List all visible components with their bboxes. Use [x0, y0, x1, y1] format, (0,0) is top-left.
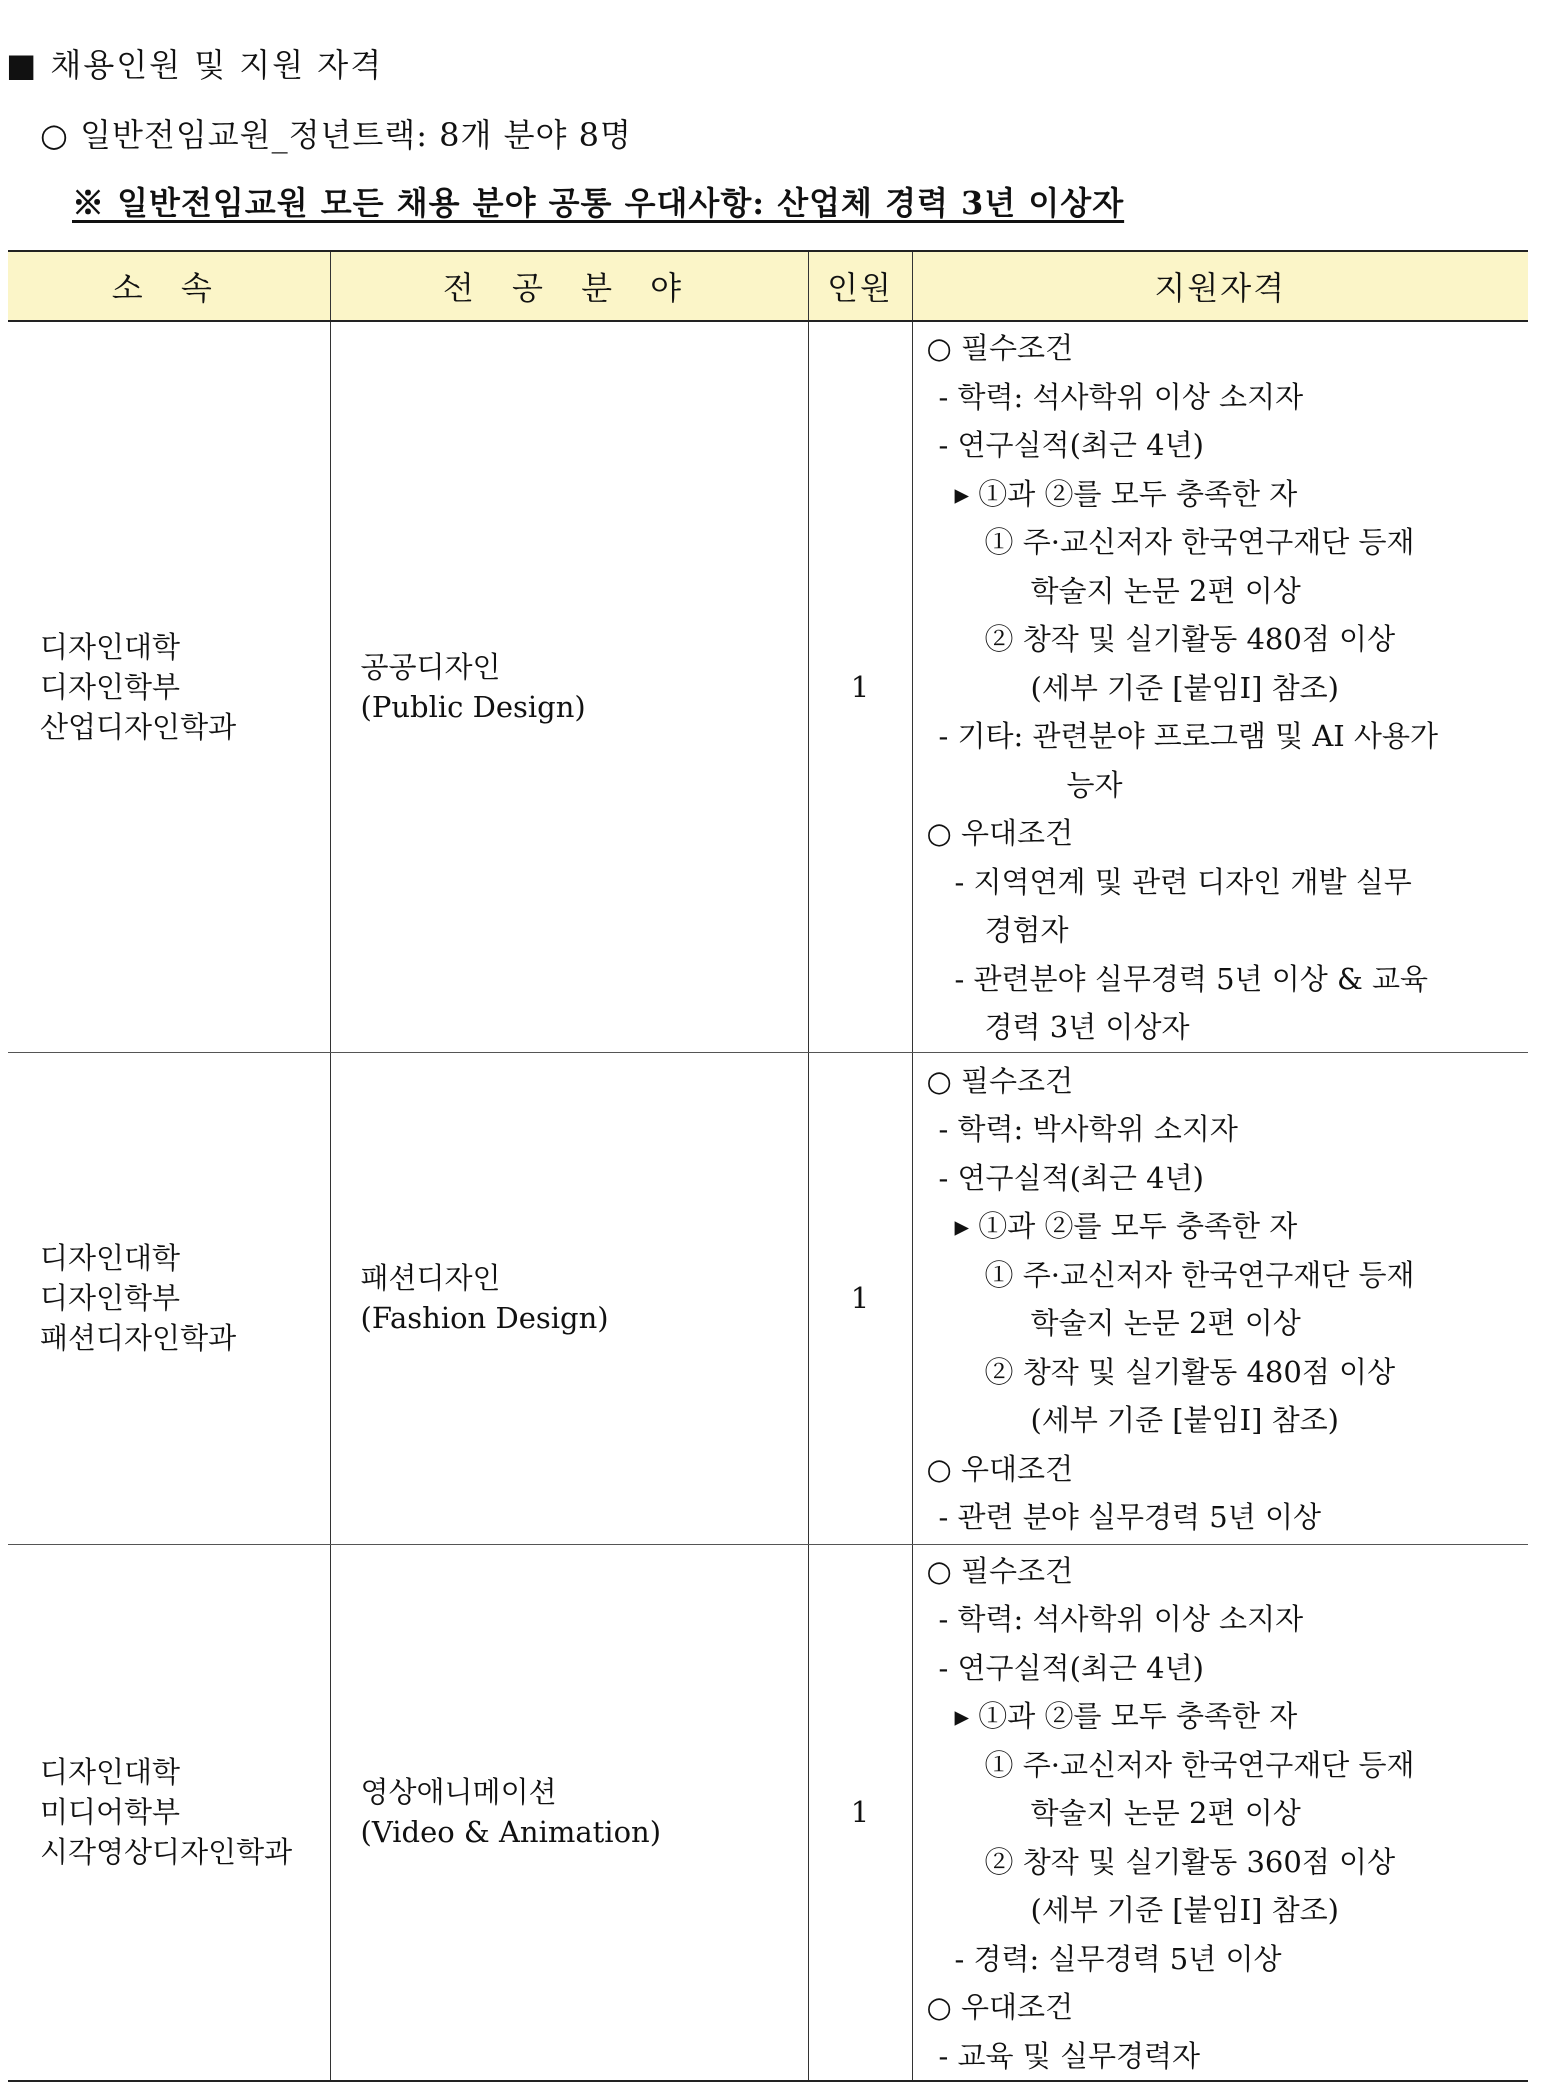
qualification-line: ① 주·교신저자 한국연구재단 등재 [984, 1747, 1415, 1782]
qualification-line: - 교육 및 실무경력자 [938, 2038, 1201, 2073]
affiliation-line: 디자인학부 [40, 1281, 181, 1315]
major-line: (Fashion Design) [360, 1301, 609, 1335]
qualification-line: - 연구실적(최근 4년) [938, 1160, 1204, 1195]
qualification-line: (세부 기준 [붙임Ⅰ] 참조) [1030, 670, 1339, 705]
qualifications-cell [912, 321, 1528, 1052]
qualification-line: 경력 3년 이상자 [984, 1010, 1190, 1044]
qualification-line: ○ 필수조건 [926, 1063, 1074, 1098]
qualification-line: 능자 [1066, 767, 1123, 802]
affiliation-cell [8, 321, 330, 1052]
table-row [8, 321, 1528, 1052]
qualification-line: ① 주·교신저자 한국연구재단 등재 [984, 1257, 1415, 1292]
major-cell [330, 321, 808, 1052]
qualification-line: - 경력: 실무경력 5년 이상 [954, 1941, 1282, 1976]
qualification-line: (세부 기준 [붙임Ⅰ] 참조) [1030, 1403, 1339, 1437]
headcount-cell: 1 [808, 1544, 912, 2081]
affiliation-line: 패션디자인학과 [40, 1321, 237, 1355]
qualification-line: 학술지 논문 2편 이상 [1030, 1796, 1301, 1830]
major-line: 패션디자인 [360, 1261, 501, 1295]
qualification-line: ○ 우대조건 [926, 816, 1074, 850]
qualification-line: ○ 필수조건 [926, 331, 1074, 365]
table-header-row [8, 251, 1528, 321]
qualification-line: ▸ ①과 ②를 모두 충족한 자 [954, 1699, 1298, 1733]
qualification-line: ① 주·교신저자 한국연구재단 등재 [984, 525, 1415, 559]
qualification-line: ② 창작 및 실기활동 480점 이상 [984, 1354, 1396, 1389]
qualification-line: - 지역연계 및 관련 디자인 개발 실무 [954, 864, 1412, 899]
major-line: 공공디자인 [360, 649, 501, 684]
column-header-headcount: 인원 [808, 251, 912, 321]
qualification-line: - 연구실적(최근 4년) [938, 428, 1204, 462]
qualification-line: - 연구실적(최근 4년) [938, 1650, 1204, 1685]
qualification-line: - 학력: 석사학위 이상 소지자 [938, 379, 1304, 414]
qualification-line: 경험자 [984, 913, 1069, 947]
qualification-line: - 학력: 석사학위 이상 소지자 [938, 1602, 1304, 1636]
qualification-line: - 관련분야 실무경력 5년 이상 & 교육 [954, 961, 1429, 996]
qualification-line: ○ 우대조건 [926, 1990, 1074, 2024]
qualification-line: ▸ ①과 ②를 모두 충족한 자 [954, 476, 1298, 511]
qualification-line: ② 창작 및 실기활동 480점 이상 [984, 622, 1396, 656]
affiliation-cell [8, 1544, 330, 2081]
qualification-line: - 학력: 박사학위 소지자 [938, 1112, 1238, 1146]
sub-title: ○ 일반전임교원_정년트랙: 8개 분야 8명 [40, 116, 632, 154]
major-line: 영상애니메이션 [360, 1775, 557, 1810]
table-row [8, 1544, 1528, 2081]
qualification-line: - 관련 분야 실무경력 5년 이상 [938, 1500, 1321, 1534]
major-cell [330, 1544, 808, 2081]
table-row [8, 1052, 1528, 1544]
qualification-line: ② 창작 및 실기활동 360점 이상 [984, 1844, 1396, 1879]
qualification-line: 학술지 논문 2편 이상 [1030, 1306, 1301, 1340]
qualification-line: (세부 기준 [붙임Ⅰ] 참조) [1030, 1893, 1339, 1927]
column-header-affiliation: 소 속 [8, 251, 330, 321]
qualification-line: 학술지 논문 2편 이상 [1030, 573, 1301, 608]
headcount-cell: 1 [808, 321, 912, 1052]
major-cell [330, 1052, 808, 1544]
affiliation-line: 디자인대학 [40, 1755, 181, 1790]
qualification-line: ○ 우대조건 [926, 1451, 1074, 1486]
qualification-line: ○ 필수조건 [926, 1553, 1074, 1588]
column-header-qualifications: 지원자격 [912, 251, 1528, 321]
major-line: (Public Design) [360, 689, 586, 724]
major-line: (Video & Animation) [360, 1815, 662, 1850]
affiliation-line: 디자인학부 [40, 669, 181, 704]
qualifications-cell [912, 1052, 1528, 1544]
recruitment-table [8, 250, 1528, 2082]
table-body [8, 321, 1528, 2081]
column-header-major: 전 공 분 야 [330, 251, 808, 321]
qualification-line: - 기타: 관련분야 프로그램 및 AI 사용가 [938, 719, 1438, 753]
affiliation-cell [8, 1052, 330, 1544]
headcount-cell: 1 [808, 1052, 912, 1544]
qualification-line: ▸ ①과 ②를 모두 충족한 자 [954, 1209, 1298, 1243]
affiliation-line: 디자인대학 [40, 1241, 181, 1275]
affiliation-line: 산업디자인학과 [40, 709, 237, 744]
affiliation-line: 시각영상디자인학과 [40, 1835, 293, 1870]
qualifications-cell [912, 1544, 1528, 2081]
section-title: ■ 채용인원 및 지원 자격 [6, 46, 384, 84]
affiliation-line: 미디어학부 [40, 1795, 181, 1830]
affiliation-line: 디자인대학 [40, 629, 181, 664]
common-preference-note: ※ 일반전임교원 모든 채용 분야 공통 우대사항: 산업체 경력 3년 이상자 [72, 184, 1125, 222]
